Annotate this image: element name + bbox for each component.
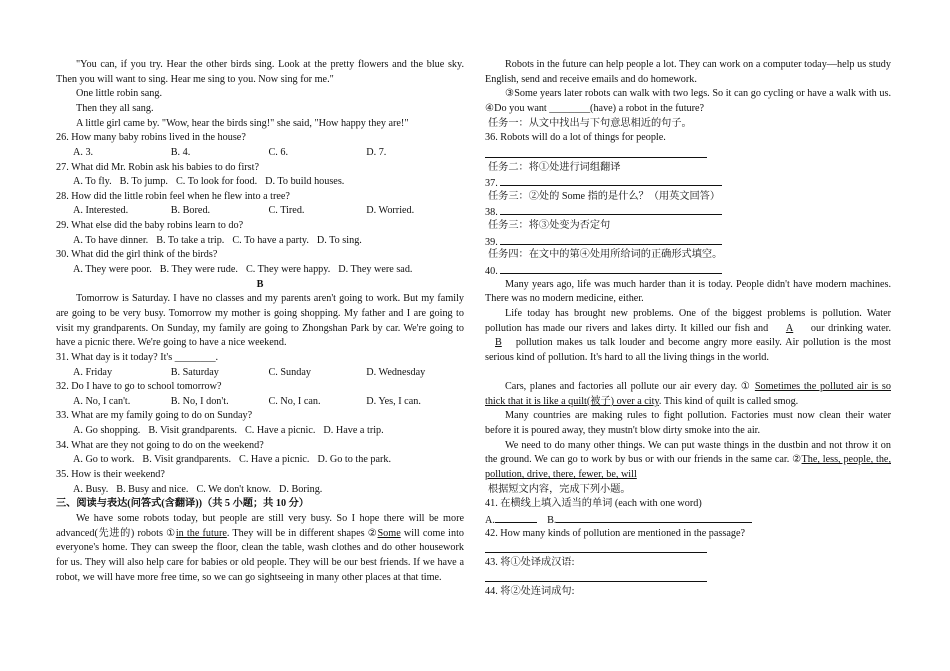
option-c[interactable]: C. To look for food. <box>175 176 258 188</box>
question-stem: 32. Do I have to go to school tomorrow? <box>56 381 222 393</box>
option-d[interactable]: D. To build houses. <box>265 176 345 188</box>
option-c[interactable]: C. Sunday <box>268 366 311 378</box>
option-d[interactable]: D. Go to the park. <box>317 454 392 466</box>
question-stem: 33. What are my family going to do on Sunday? <box>56 410 253 422</box>
question-stem: 35. How is their weekend? <box>56 468 165 480</box>
option-b[interactable]: B. To jump. <box>119 176 168 188</box>
question-list-b <box>56 351 464 497</box>
answer-line-38[interactable] <box>500 204 722 215</box>
option-c[interactable]: C. Have a picnic. <box>239 454 310 466</box>
question-number: 39. <box>485 236 498 248</box>
option-a[interactable]: A. To have dinner. <box>73 234 149 246</box>
answer-41b[interactable] <box>556 512 752 523</box>
question-41: 41. 在横线上填入适当的单词 (each with one word) <box>485 498 702 510</box>
option-d[interactable]: D. To sing. <box>316 234 362 246</box>
option-row <box>56 395 464 410</box>
blank-a-label: A. <box>485 515 495 526</box>
option-c[interactable]: C. We don't know. <box>196 483 272 495</box>
pollution-text: . This kind of quilt is called smog. <box>658 395 799 407</box>
question-number: 40. <box>485 266 498 277</box>
pollution-passage-5 <box>485 439 891 483</box>
option-c[interactable]: C. Tired. <box>268 205 305 217</box>
option-b[interactable]: B. To take a trip. <box>156 234 225 246</box>
question-stem: 28. How did the little robin feel when he flew into a tree? <box>56 190 290 202</box>
option-a[interactable]: A. Interested. <box>73 205 129 217</box>
option-d[interactable]: D. They were sad. <box>338 263 413 275</box>
pollution-text: pollution makes us talk louder and become angry more easily. Air pollution is the most serious kind of pollution. It's hard to all the living things in the world. <box>485 337 891 363</box>
option-d[interactable]: D. Worried. <box>366 205 415 217</box>
story-quote: "You can, if you try. Hear the other birds sing. Look at the pretty flowers and the blue sky. Then you will want to sing. Hear me sing to you. Now sing for me." <box>56 59 464 85</box>
left-column <box>56 58 464 600</box>
option-row <box>56 483 464 498</box>
answer-line-42[interactable] <box>485 541 891 556</box>
question-38 <box>485 204 891 219</box>
question-stem: 34. What are they not going to do on the weekend? <box>56 439 264 451</box>
option-a[interactable]: A. Busy. <box>73 483 109 495</box>
story-line: A little girl came by. "Wow, hear the birds sing!" she said, "How happy they are!" <box>76 117 409 129</box>
pollution-passage-3 <box>485 380 891 409</box>
pollution-passage-4: Many countries are making rules to fight pollution. Factories must now clean their water before it is poured away, they mustn't blow dirty smoke into the air. <box>485 410 891 437</box>
option-a[interactable]: A. Go to work. <box>73 454 135 466</box>
question-41-blanks <box>485 512 891 527</box>
answer-line-40[interactable] <box>500 263 722 274</box>
option-b[interactable]: B. Saturday <box>170 366 219 378</box>
option-row <box>56 424 464 439</box>
option-row <box>56 204 464 219</box>
pollution-text: our drinking water. <box>807 322 891 334</box>
option-row <box>56 175 464 190</box>
question-44: 44. 将②处连词成句: <box>485 586 575 598</box>
story-line: One little robin sang. <box>76 88 163 100</box>
blank-a: A <box>785 322 794 334</box>
task-3b: 任务三：将③处变为否定句 <box>488 220 611 232</box>
pollution-passage-2 <box>485 307 891 380</box>
pollution-text: Cars, planes and factories all pollute our air every day. ① <box>505 381 755 393</box>
pollution-text: Life today has brought new problems. One of the biggest problems is pollution. Water pollution has made our rivers and lakes dirty. It killed our fish and <box>485 307 891 334</box>
question-stem: 27. What did Mr. Robin ask his babies to do first? <box>56 161 259 173</box>
option-a[interactable]: A. They were poor. <box>73 263 152 275</box>
answer-line-36[interactable] <box>485 146 891 161</box>
question-stem: 29. What else did the baby robins learn to do? <box>56 220 244 232</box>
option-b[interactable]: B. No, I don't. <box>170 395 229 407</box>
question-number: 37. <box>485 178 498 190</box>
option-b[interactable]: B. Bored. <box>170 205 211 217</box>
option-a[interactable]: A. 3. <box>73 146 94 158</box>
option-d[interactable]: D. Have a trip. <box>323 425 384 437</box>
robots-passage-3: ③Some years later robots can walk with two legs. So it can go cycling or have a walk with us. ④Do you want ________(have) a robot in the future? <box>485 88 891 114</box>
option-b[interactable]: B. Busy and nice. <box>116 483 189 495</box>
story-line: Then they all sang. <box>76 102 154 114</box>
option-a[interactable]: A. No, I can't. <box>73 395 131 407</box>
option-row <box>56 234 464 249</box>
robots-text: We have some robots today, but people are still very busy. So I hope there will be more advanced(先进的) robots ① <box>56 512 464 539</box>
option-b[interactable]: B. Visit grandparents. <box>142 454 232 466</box>
option-d[interactable]: D. Wednesday <box>366 366 426 378</box>
section-b-heading: B <box>256 278 264 290</box>
blank-b: B <box>495 337 502 349</box>
option-row <box>56 146 464 161</box>
option-d[interactable]: D. Boring. <box>279 483 323 495</box>
answer-line-43[interactable] <box>485 571 891 586</box>
robots-passage-1 <box>56 512 464 600</box>
question-number: 38. <box>485 207 498 219</box>
question-stem: 26. How many baby robins lived in the house? <box>56 132 246 144</box>
underlined-words-2: The, less, people, the, pollution, drive, there, fewer, be, will <box>485 454 891 481</box>
right-column <box>485 58 891 600</box>
task-1: 任务一：从文中找出与下句意思相近的句子。 <box>488 117 692 129</box>
option-a[interactable]: A. Friday <box>73 366 113 378</box>
question-36: 36. Robots will do a lot of things for people. <box>485 132 666 144</box>
option-row <box>56 366 464 381</box>
answer-41a[interactable] <box>495 512 537 523</box>
robots-text: . They will be in different shapes ② <box>226 527 378 539</box>
robots-passage-2: Robots in the future can help people a lot. They can work on a computer today—help us study English, send and receive emails and do homework. <box>485 59 891 85</box>
option-a[interactable]: A. To fly. <box>73 176 112 188</box>
question-43: 43. 将①处译成汉语: <box>485 556 575 568</box>
option-a[interactable]: A. Go shopping. <box>73 425 141 437</box>
underlined-phrase-2: Some <box>377 527 401 539</box>
option-b[interactable]: B. 4. <box>170 146 191 158</box>
option-c[interactable]: C. To have a party. <box>232 234 309 246</box>
underlined-sentence-1: Sometimes the polluted air is so thick that it is like a quilt(被子) over a city <box>485 381 891 407</box>
underlined-phrase-1: in the future <box>175 527 227 539</box>
question-stem: 31. What day is it today? It's ________. <box>56 351 219 363</box>
option-row <box>56 263 464 278</box>
option-row <box>56 453 464 468</box>
question-37 <box>485 175 891 190</box>
option-c[interactable]: C. Have a picnic. <box>244 425 316 437</box>
option-b[interactable]: B. Visit grandparents. <box>148 425 237 437</box>
question-list-a <box>56 131 464 277</box>
option-d[interactable]: D. Yes, I can. <box>366 395 421 407</box>
option-d[interactable]: D. 7. <box>366 146 387 158</box>
question-40 <box>485 263 891 278</box>
answer-line-39[interactable] <box>500 234 722 245</box>
section-3-title: 三、阅读与表达(问答式(含翻译))（共 5 小题；共 10 分） <box>56 498 309 510</box>
option-c[interactable]: C. They were happy. <box>245 263 331 275</box>
question-42: 42. How many kinds of pollution are mentioned in the passage? <box>485 527 746 539</box>
option-c[interactable]: C. 6. <box>268 146 289 158</box>
task-2: 任务二：将①处进行词组翻译 <box>488 161 621 173</box>
task-3a: 任务三：②处的 Some 指的是什么？（用英文回答） <box>488 190 721 202</box>
pollution-text: We need to do many other things. We can put waste things in the dustbin and not throw it on the ground. We can go to work by bus or with our friends in the same car. ② <box>485 439 891 466</box>
question-stem: 30. What did the girl think of the birds? <box>56 249 218 261</box>
pollution-passage-1: Many years ago, life was much harder than it is today. People didn't have modern machines. There was no modern medicine, either. <box>485 278 891 305</box>
question-39 <box>485 234 891 249</box>
robots-text: will come into everyone's home. They can sweep the floor, clean the table, wash clothes and do other housework for us. They will also help care for babies or old people. They will be our best friends. If we have a robot, we will have more free time, so we can go sightseeing in many other places at that time. <box>56 527 464 583</box>
answer-line-37[interactable] <box>500 175 722 186</box>
option-b[interactable]: B. They were rude. <box>159 263 238 275</box>
blank-b-label: B. <box>547 515 557 526</box>
passage-b: Tomorrow is Saturday. I have no classes and my parents aren't going to work. But my family are going to be very busy. Tomorrow my mother is going shopping. My father and I are going to visit my grandparents. On Sunday, my family are going to Zhongshan Park by car. We're going to have a picnic there. We're going to have a nice weekend. <box>56 293 464 349</box>
task-4: 任务四：在文中的第④处用所给词的正确形式填空。 <box>488 249 723 261</box>
instructions: 根据短文内容，完成下列小题。 <box>488 483 631 495</box>
option-c[interactable]: C. No, I can. <box>268 395 321 407</box>
